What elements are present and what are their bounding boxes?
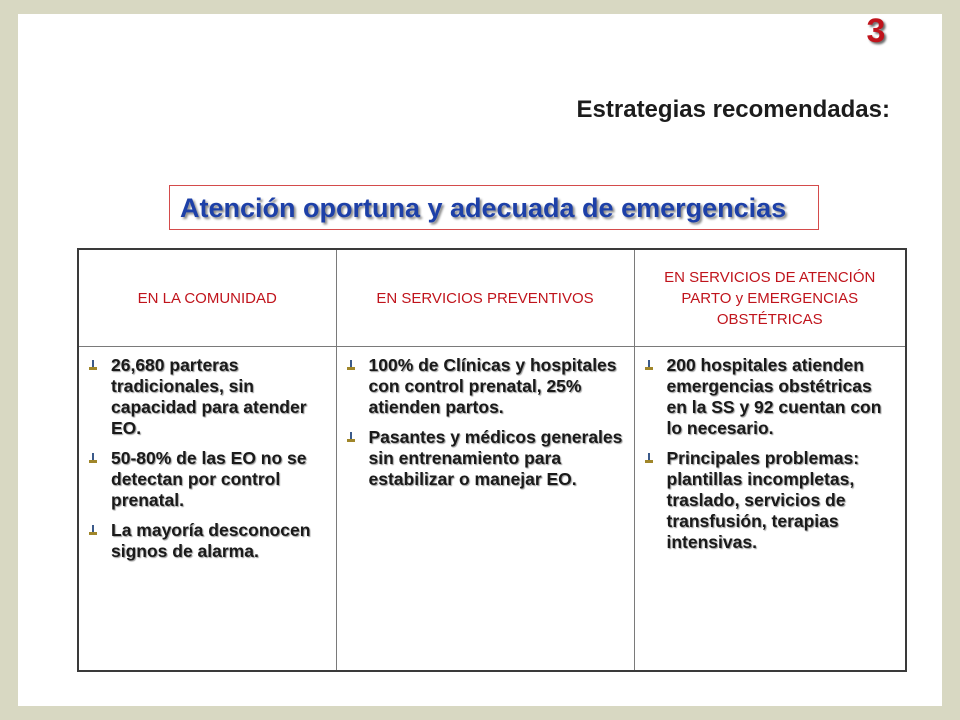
list-item-text: 26,680 parteras tradicionales, sin capacidad para atender EO. bbox=[111, 355, 307, 438]
header-servicios-preventivos: EN SERVICIOS PREVENTIVOS bbox=[336, 249, 634, 347]
list-item-text: Pasantes y médicos generales sin entrenamiento para estabilizar o manejar EO. bbox=[368, 427, 623, 489]
list-item-text: La mayoría desconocen signos de alarma. bbox=[111, 520, 311, 561]
header-comunidad: EN LA COMUNIDAD bbox=[78, 249, 336, 347]
cell-comunidad bbox=[78, 347, 336, 672]
title-text: Atención oportuna y adecuada de emergencias bbox=[180, 193, 787, 223]
title-box bbox=[169, 185, 819, 230]
bullet-icon bbox=[645, 360, 653, 370]
list-servicios-preventivos bbox=[345, 355, 624, 490]
list-item bbox=[643, 355, 896, 439]
bullet-icon bbox=[347, 432, 355, 442]
bullet-icon bbox=[89, 525, 97, 535]
cell-servicios-preventivos bbox=[336, 347, 634, 672]
list-item bbox=[87, 355, 326, 439]
list-item bbox=[345, 427, 624, 490]
content-row bbox=[78, 347, 906, 672]
cell-servicios-parto bbox=[634, 347, 906, 672]
list-item-text: 50-80% de las EO no se detectan por control prenatal. bbox=[111, 448, 307, 510]
list-item-text: 100% de Clínicas y hospitales con control prenatal, 25% atienden partos. bbox=[368, 355, 617, 417]
header-row bbox=[78, 249, 906, 347]
list-comunidad bbox=[87, 355, 326, 562]
list-item-text: Principales problemas: plantillas incompletas, traslado, servicios de transfusión, terapias intensivas. bbox=[666, 448, 860, 552]
bullet-icon bbox=[89, 453, 97, 463]
list-item-text: 200 hospitales atienden emergencias obstétricas en la SS y 92 cuentan con lo necesario. bbox=[666, 355, 882, 438]
slide-number: 3 bbox=[866, 12, 886, 50]
list-item bbox=[345, 355, 624, 418]
bullet-icon bbox=[347, 360, 355, 370]
list-item bbox=[643, 448, 896, 553]
list-servicios-parto bbox=[643, 355, 896, 553]
strategy-table bbox=[77, 248, 907, 672]
bullet-icon bbox=[89, 360, 97, 370]
header-servicios-parto: EN SERVICIOS DE ATENCIÓN PARTO y EMERGENCIAS OBSTÉTRICAS bbox=[634, 249, 906, 347]
subtitle: Estrategias recomendadas: bbox=[576, 96, 890, 123]
bullet-icon bbox=[645, 453, 653, 463]
list-item bbox=[87, 520, 326, 562]
list-item bbox=[87, 448, 326, 511]
